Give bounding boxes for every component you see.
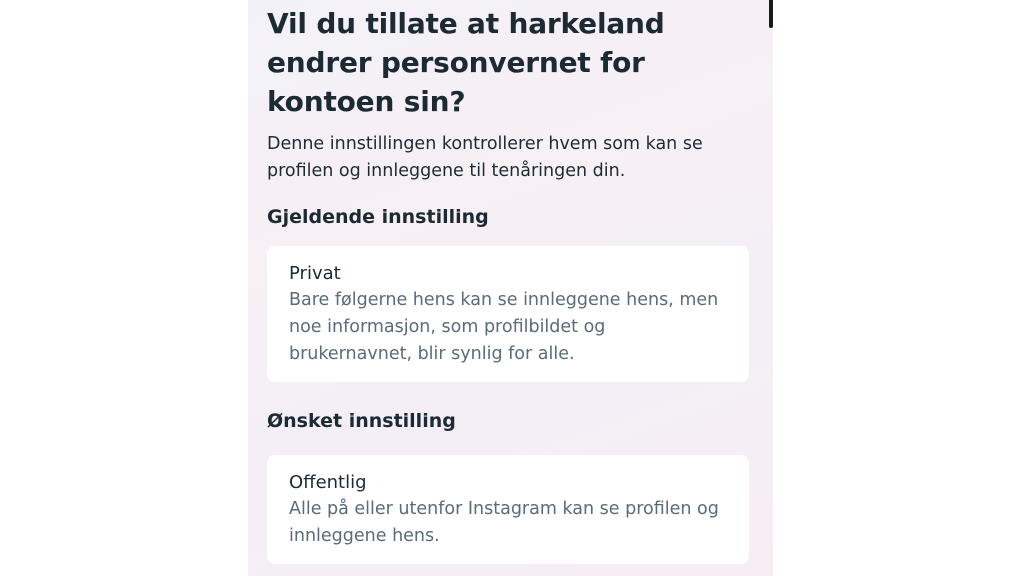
- dialog-title: Vil du tillate at harkeland endrer personvernet for kontoen sin?: [267, 7, 665, 118]
- current-setting-title: Privat: [289, 263, 341, 284]
- requested-setting-heading: Ønsket innstilling: [267, 410, 456, 432]
- current-setting-heading: Gjeldende innstilling: [267, 206, 489, 228]
- current-setting-card: [267, 246, 749, 382]
- requested-setting-card: [267, 455, 749, 564]
- phone-frame-edge: [769, 0, 773, 28]
- phone-screen: [248, 0, 773, 576]
- requested-setting-description: Alle på eller utenfor Instagram kan se profilen og innleggene hens.: [289, 499, 719, 546]
- dialog-description: Denne innstillingen kontrollerer hvem som kan se profilen og innleggene til tenåringen din.: [267, 134, 703, 181]
- current-setting-description: Bare følgerne hens kan se innleggene hens, men noe informasjon, som profilbildet og brukernavnet, blir synlig for alle.: [289, 290, 719, 364]
- requested-setting-title: Offentlig: [289, 472, 367, 493]
